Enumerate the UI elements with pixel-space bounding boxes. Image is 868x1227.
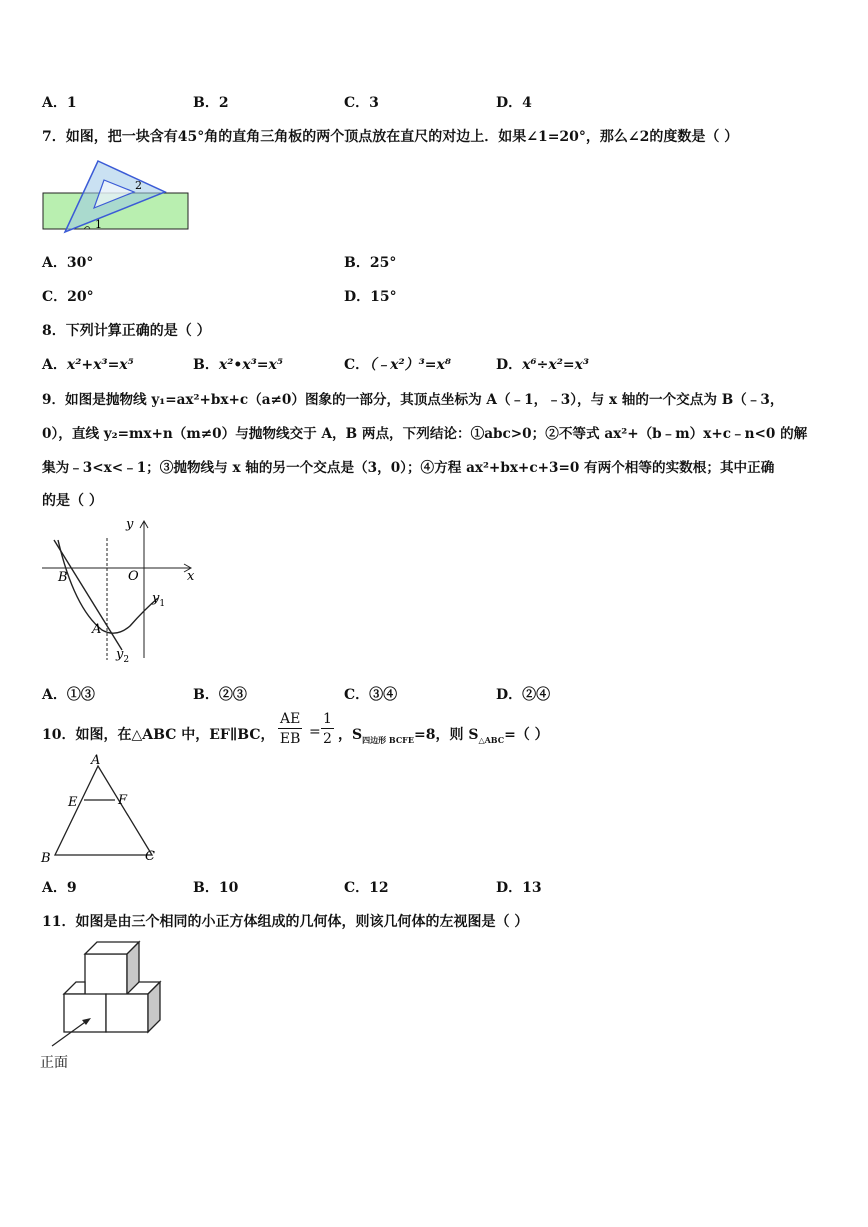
q6-option-c-letter: C． — [344, 95, 370, 111]
q10-option-d-letter: D． — [496, 880, 523, 896]
q9-option-b[interactable] — [193, 684, 247, 704]
q11-bottom-left-front — [64, 994, 106, 1032]
q6-option-c[interactable] — [344, 92, 379, 112]
q10-half-num: 1 — [323, 711, 332, 727]
q10-figure — [38, 752, 168, 867]
q9-stem-line1: 9．如图是抛物线 y₁=ax²+bx+c（a≠0）图象的一部分，其顶点坐标为 A（﹣1，﹣3），与 x 轴的一个交点为 B（﹣3， — [42, 392, 784, 408]
q7-option-d[interactable] — [344, 286, 397, 306]
q8-option-c-text: （﹣x²）³=x⁸ — [369, 357, 451, 373]
q10-stem-pre: 10．如图，在△ABC 中，EF∥BC， — [42, 727, 275, 743]
q10-option-b-text: 10 — [218, 880, 239, 896]
q8-option-a-text: x²+x³=x⁵ — [66, 357, 134, 373]
q11-bottom-right-front — [106, 994, 148, 1032]
q8-option-c-letter: C． — [344, 357, 370, 373]
q10-option-c-letter: C． — [344, 880, 370, 896]
q7-option-b[interactable] — [344, 252, 396, 272]
q9-label-x-axis: x — [187, 569, 195, 584]
q7-option-a[interactable] — [42, 252, 93, 272]
q7-figure — [40, 158, 200, 238]
q6-option-d[interactable] — [496, 92, 532, 112]
q8-stem: 8．下列计算正确的是（ ） — [42, 323, 211, 339]
q6-option-a-letter: A． — [42, 95, 67, 111]
q7-angle1-label: 1 — [95, 218, 102, 231]
q10-fraction-ae-eb — [278, 710, 302, 749]
q9-option-d[interactable] — [496, 684, 550, 704]
q10-triangle-abc — [55, 766, 152, 855]
q10-option-d[interactable] — [496, 877, 542, 897]
q9-label-origin: O — [128, 569, 139, 584]
q10-label-b: B — [41, 851, 51, 866]
q6-option-b-text: 2 — [218, 95, 229, 111]
q7-angle2-label: 2 — [135, 179, 142, 192]
q9-line-y2 — [54, 540, 122, 650]
q10-stem-post-1: ，S — [338, 727, 363, 743]
q8-option-b-letter: B． — [193, 357, 219, 373]
q6-option-c-text: 3 — [369, 95, 379, 111]
q6-option-d-letter: D． — [496, 95, 523, 111]
q7-option-b-letter: B． — [344, 255, 370, 271]
q10-label-c: C — [145, 849, 155, 864]
q9-label-y-axis: y — [126, 517, 134, 532]
q9-option-b-text: ②③ — [218, 687, 247, 703]
q8-option-a-letter: A． — [42, 357, 67, 373]
q7-option-d-text: 15° — [370, 289, 397, 305]
q10-equals: = — [309, 724, 321, 740]
q10-option-b[interactable] — [193, 877, 238, 897]
q10-label-a: A — [91, 753, 101, 768]
q10-option-a[interactable] — [42, 877, 77, 897]
q10-stem-post-2: =8，则 S — [413, 727, 479, 743]
q10-option-c[interactable] — [344, 877, 389, 897]
q10-stem-post-3: =（ ） — [504, 727, 549, 743]
q9-option-c-letter: C． — [344, 687, 370, 703]
q9-option-d-letter: D． — [496, 687, 523, 703]
q10-option-c-text: 12 — [369, 880, 389, 896]
q9-stem-line4: 的是（ ） — [42, 493, 103, 509]
q10-fraction-half — [321, 710, 334, 749]
q10-option-b-letter: B． — [193, 880, 219, 896]
q9-option-a[interactable] — [42, 684, 95, 704]
q10-label-f: F — [118, 793, 128, 808]
q10-option-d-text: 13 — [522, 880, 542, 896]
q10-option-a-letter: A． — [42, 880, 67, 896]
q6-option-a[interactable] — [42, 92, 77, 112]
q8-option-b[interactable] — [193, 354, 283, 374]
q10-half-den: 2 — [323, 731, 332, 747]
q7-option-a-letter: A． — [42, 255, 67, 271]
q8-option-d-text: x⁶÷x²=x³ — [522, 357, 590, 373]
q10-frac-num: AE — [280, 711, 301, 727]
q9-label-a: A — [92, 622, 102, 637]
q9-option-c-text: ③④ — [369, 687, 398, 703]
q9-parabola-y1 — [58, 540, 158, 633]
q10-sub-quad: 四边形 BCFE — [362, 734, 414, 745]
q10-frac-den: EB — [279, 731, 301, 747]
q6-option-a-text: 1 — [66, 95, 77, 111]
q9-stem-line2: 0），直线 y₂=mx+n（m≠0）与抛物线交于 A，B 两点，下列结论：①abc>0；②不等式 ax²+（b﹣m）x+c﹣n<0 的解 — [42, 426, 808, 442]
q9-option-b-letter: B． — [193, 687, 219, 703]
q11-front-label: 正面 — [40, 1055, 68, 1071]
q7-stem: 7．如图，把一块含有45°角的直角三角板的两个顶点放在直尺的对边上．如果∠1=20°，那么∠2的度数是（ ） — [42, 129, 739, 145]
q9-stem-line3: 集为﹣3<x<﹣1；③抛物线与 x 轴的另一个交点是（3，0）；④方程 ax²+bx+c+3=0 有两个相等的实数根；其中正确 — [42, 460, 775, 476]
q6-option-b[interactable] — [193, 92, 229, 112]
q10-label-e: E — [68, 795, 78, 810]
q10-stem-post — [338, 724, 549, 746]
q11-bottom-top-left — [64, 982, 85, 994]
q9-label-y2: $y_2$ — [116, 647, 130, 665]
q7-option-c-text: 20° — [67, 289, 94, 305]
q8-option-d-letter: D． — [496, 357, 523, 373]
q8-option-d[interactable] — [496, 354, 589, 374]
q10-option-a-text: 9 — [66, 880, 77, 896]
q8-option-b-text: x²•x³=x⁵ — [218, 357, 283, 373]
q11-top-cube-front — [85, 954, 127, 996]
q9-figure — [40, 518, 205, 668]
q9-option-c[interactable] — [344, 684, 397, 704]
q7-option-d-letter: D． — [344, 289, 371, 305]
q7-option-c-letter: C． — [42, 289, 68, 305]
q7-option-c[interactable] — [42, 286, 94, 306]
q11-stem: 11．如图是由三个相同的小正方体组成的几何体，则该几何体的左视图是（ ） — [42, 914, 529, 930]
q8-option-c[interactable] — [344, 354, 451, 374]
q6-option-d-text: 4 — [522, 95, 532, 111]
q7-option-a-text: 30° — [66, 255, 94, 271]
q6-option-b-letter: B． — [193, 95, 219, 111]
q9-label-y1: $y_1$ — [152, 591, 166, 609]
q8-option-a[interactable] — [42, 354, 134, 374]
q7-option-b-text: 25° — [369, 255, 397, 271]
q9-label-b: B — [58, 570, 68, 585]
q9-option-a-text: ①③ — [66, 687, 95, 703]
q10-sub-abc: △ABC — [478, 734, 505, 745]
q9-option-d-text: ②④ — [522, 687, 551, 703]
q9-option-a-letter: A． — [42, 687, 67, 703]
